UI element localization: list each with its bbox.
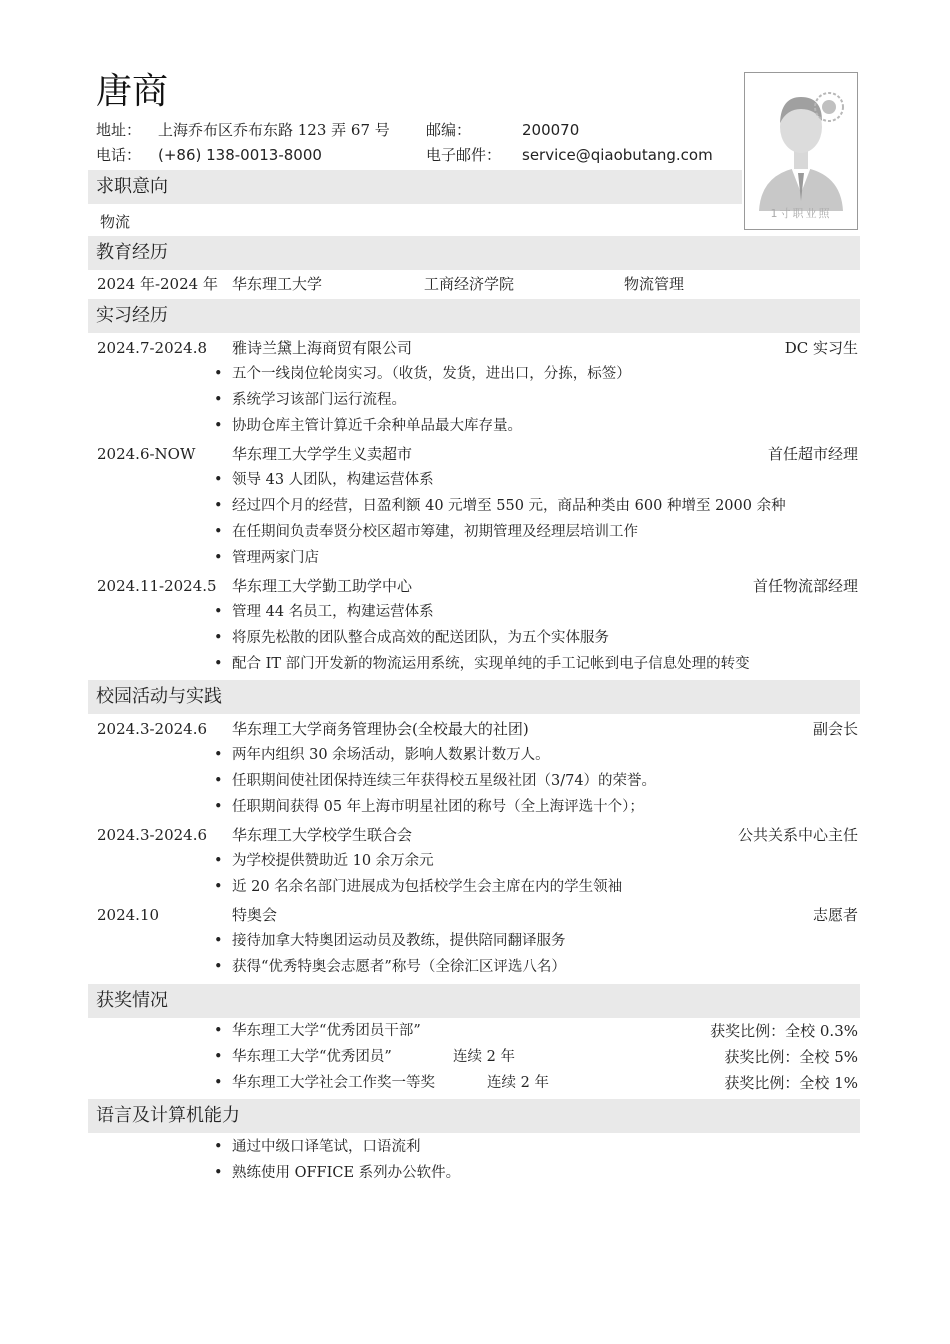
section-title: 实习经历 xyxy=(96,305,168,326)
email-value: service@qiaobutang.com xyxy=(522,146,713,164)
section-objective xyxy=(88,170,742,204)
profile-photo xyxy=(744,72,858,230)
entry-date: 2024.10 xyxy=(97,906,160,924)
address-label: 地址： xyxy=(96,121,142,139)
postcode-label: 邮编： xyxy=(426,121,472,139)
section-skills xyxy=(88,1099,860,1133)
section-education xyxy=(88,236,860,270)
entry-date: 2024.3-2024.6 xyxy=(97,826,208,844)
objective-text: 物流 xyxy=(100,213,131,231)
section-activities xyxy=(88,680,860,714)
entry-date: 2024.11-2024.5 xyxy=(97,577,217,595)
entry-org: 华东理工大学勤工助学中心 xyxy=(232,577,413,595)
section-title: 获奖情况 xyxy=(96,990,168,1011)
award-ratio: 获奖比例：全校 0.3% xyxy=(710,1022,858,1040)
entry-date: 2024.7-2024.8 xyxy=(97,339,208,357)
phone-value: (+86) 138-0013-8000 xyxy=(158,146,322,164)
entry-org: 华东理工大学校学生联合会 xyxy=(232,826,413,844)
entry-org: 华东理工大学学生义卖超市 xyxy=(232,445,413,463)
section-title: 教育经历 xyxy=(96,242,168,263)
award-note: 连续 2 年 xyxy=(487,1075,549,1091)
entry-role: 公共关系中心主任 xyxy=(737,826,858,844)
address-value: 上海乔布区乔布东路 123 弄 67 号 xyxy=(158,121,390,139)
education-school: 华东理工大学 xyxy=(232,275,323,293)
section-title: 校园活动与实践 xyxy=(96,686,222,707)
entry-date: 2024.6-NOW xyxy=(97,445,196,463)
entry-role: 首任物流部经理 xyxy=(752,577,858,595)
award-ratio: 获奖比例：全校 5% xyxy=(724,1048,858,1066)
email-label: 电子邮件： xyxy=(426,146,502,164)
section-title: 求职意向 xyxy=(96,176,168,197)
entry-date: 2024.3-2024.6 xyxy=(97,720,208,738)
education-period: 2024 年-2024 年 xyxy=(97,275,218,293)
education-college: 工商经济学院 xyxy=(424,275,515,293)
candidate-name: 唐商 xyxy=(96,71,169,112)
entry-role: 副会长 xyxy=(812,720,858,738)
section-title: 语言及计算机能力 xyxy=(96,1105,240,1126)
section-internships xyxy=(88,299,860,333)
entry-role: 志愿者 xyxy=(812,906,858,924)
section-awards xyxy=(88,984,860,1018)
award-ratio: 获奖比例：全校 1% xyxy=(724,1074,858,1092)
award-note: 连续 2 年 xyxy=(453,1049,515,1065)
entry-org: 华东理工大学商务管理协会(全校最大的社团) xyxy=(232,720,529,738)
phone-label: 电话： xyxy=(96,146,142,164)
entry-role: 首任超市经理 xyxy=(767,445,858,463)
entry-org: 雅诗兰黛上海商贸有限公司 xyxy=(232,339,413,357)
postcode-value: 200070 xyxy=(522,121,580,139)
photo-caption: 1寸职业照 xyxy=(770,207,832,220)
education-major: 物流管理 xyxy=(624,275,685,293)
entry-role: DC 实习生 xyxy=(784,339,858,357)
entry-org: 特奥会 xyxy=(232,906,278,924)
